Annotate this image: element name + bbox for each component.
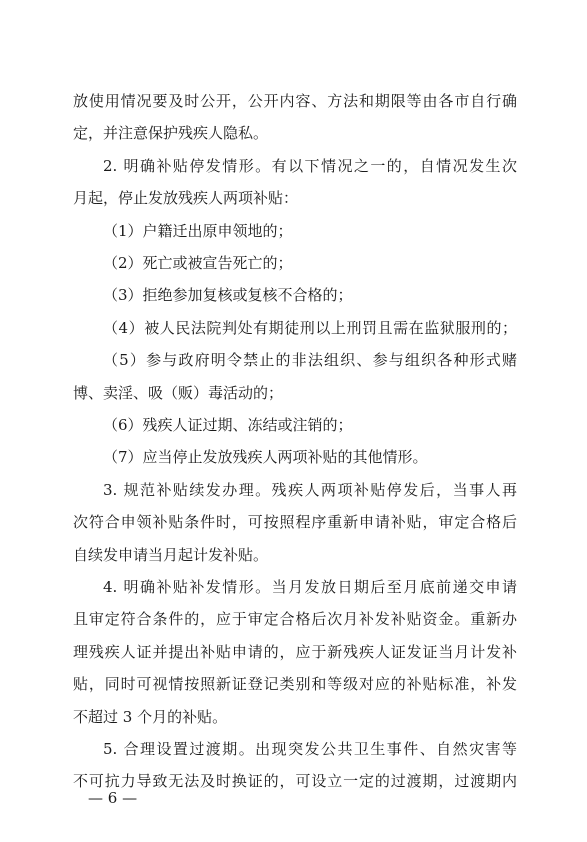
paragraph-line: 定，并注意保护残疾人隐私。: [73, 124, 269, 143]
paragraph-line: 次符合申领补贴条件时，可按照程序重新申请补贴，审定合格后: [73, 513, 517, 532]
list-item: （6）残疾人证过期、冻结或注销的；: [103, 416, 353, 434]
list-item: （1）户籍迁出原申领地的；: [103, 221, 293, 240]
list-item-continuation: 博、卖淫、吸（贩）毒活动的；: [73, 383, 284, 402]
list-item: （2）死亡或被宣告死亡的；: [103, 254, 293, 272]
paragraph-line: 不超过 3 个月的补贴。: [73, 707, 228, 726]
paragraph-line: 贴，同时可视情按照新证登记类别和等级对应的补贴标准，补发: [73, 675, 517, 694]
paragraph-line: 且审定符合条件的，应于审定合格后次月补发补贴资金。重新办: [73, 610, 517, 629]
paragraph-line: 放使用情况要及时公开，公开内容、方法和期限等由各市自行确: [73, 92, 517, 110]
page-number: — 6 —: [88, 789, 138, 807]
list-item: （4）被人民法院判处有期徒刑以上刑罚且需在监狱服刑的；: [103, 318, 517, 337]
paragraph-line: 2. 明确补贴停发情形。有以下情况之一的，自情况发生次: [103, 156, 517, 175]
list-item: （7）应当停止发放残疾人两项补贴的其他情形。: [103, 448, 428, 467]
paragraph-line: 4. 明确补贴补发情形。当月发放日期后至月底前递交申请: [103, 578, 517, 596]
paragraph-line: 月起，停止发放残疾人两项补贴：: [73, 189, 299, 208]
paragraph-line: 5. 合理设置过渡期。出现突发公共卫生事件、自然灾害等: [103, 740, 517, 758]
list-item: （3）拒绝参加复核或复核不合格的；: [103, 286, 353, 305]
paragraph-line: 3. 规范补贴续发办理。残疾人两项补贴停发后，当事人再: [103, 480, 517, 499]
list-item: （5）参与政府明令禁止的非法组织、参与组织各种形式赌: [103, 351, 517, 370]
paragraph-line: 不可抗力导致无法及时换证的，可设立一定的过渡期，过渡期内: [73, 772, 517, 791]
paragraph-line: 自续发申请当月起计发补贴。: [73, 545, 269, 564]
paragraph-line: 理残疾人证并提出补贴申请的，应于新残疾人证发证当月计发补: [73, 642, 517, 661]
